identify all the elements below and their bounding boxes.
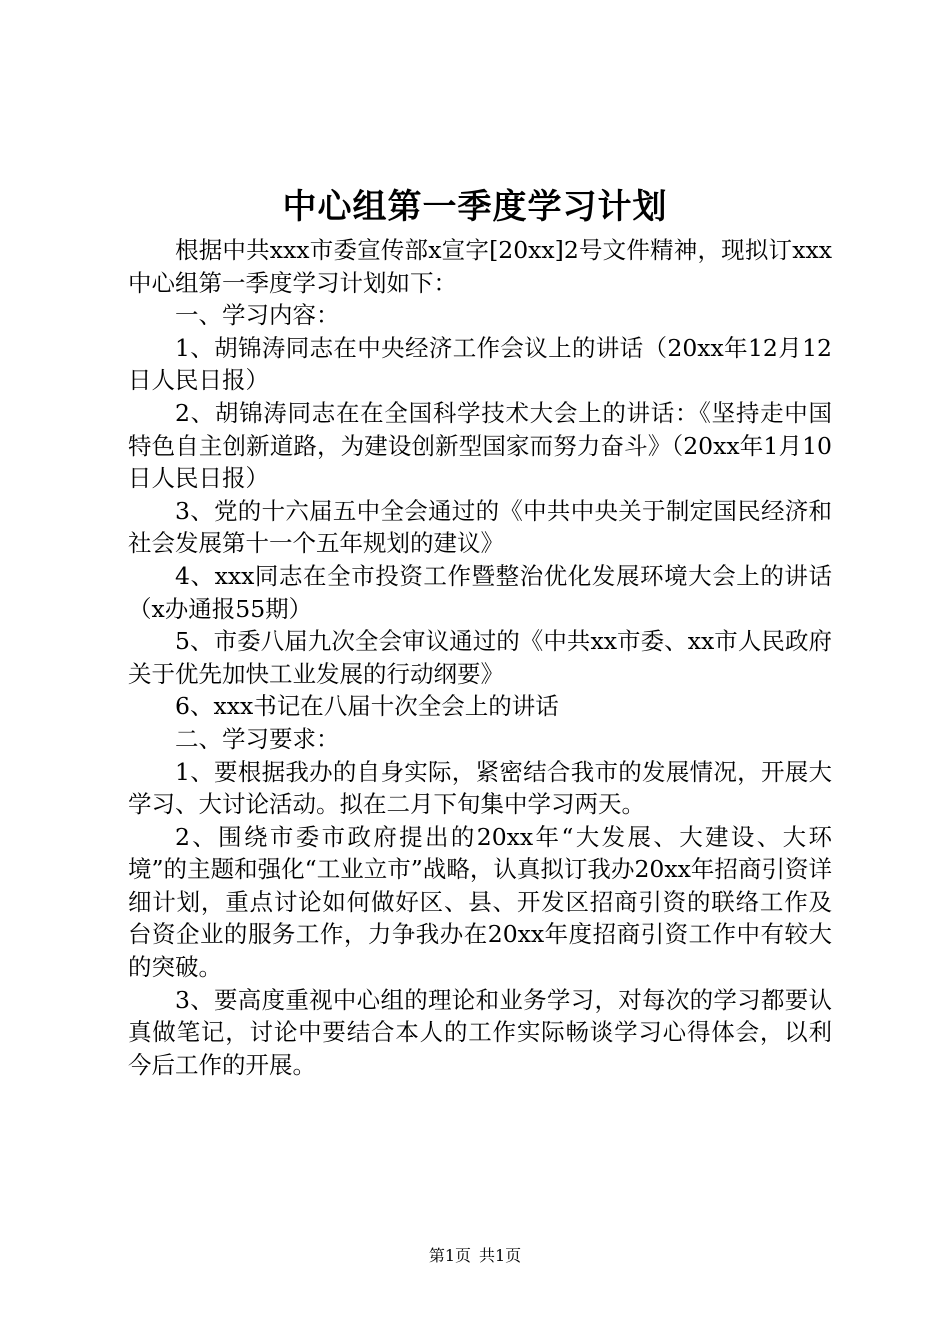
document-title: 中心组第一季度学习计划 [282,187,668,227]
document-body [128,234,832,1081]
page-count: 共1页 [479,1246,522,1265]
content-item-4: 4、xxx同志在全市投资工作暨整治优化发展环境大会上的讲话（x办通报55期） [128,561,832,623]
section-heading-requirements: 二、学习要求： [175,724,340,753]
content-item-5: 5、市委八届九次全会审议通过的《中共xx市委、xx市人民政府关于优先加快工业发展的行动纲要》 [128,627,832,688]
content-item-2: 2、胡锦涛同志在在全国科学技术大会上的讲话：《坚持走中国特色自主创新道路，为建设创新型国家而努力奋斗》（20xx年1月10日人民日报） [128,398,832,493]
requirement-item-3: 3、要高度重视中心组的理论和业务学习，对每次的学习都要认真做笔记，讨论中要结合本人的工作实际畅谈学习心得体会，以利今后工作的开展。 [128,985,832,1079]
page-footer [0,1244,950,1268]
content-item-3: 3、党的十六届五中全会通过的《中共中央关于制定国民经济和社会发展第十一个五年规划的建议》 [128,496,832,558]
page-number: 第1页 [428,1246,471,1265]
requirement-item-1: 1、要根据我办的自身实际，紧密结合我市的发展情况，开展大学习、大讨论活动。拟在二月下旬集中学习两天。 [128,757,832,819]
section-heading-content: 一、学习内容： [175,301,340,330]
requirement-item-2: 2、围绕市委市政府提出的20xx年“大发展、大建设、大环境”的主题和强化“工业立市”战略，认真拟订我办20xx年招商引资详细计划，重点讨论如何做好区、县、开发区招商引资的联络工作及台资企业的服务工作，力争我办在20xx年度招商引资工作中有较大的突破。 [128,822,832,982]
paragraph-intro: 根据中共xxx市委宣传部x宣字[20xx]2号文件精神，现拟订xxx中心组第一季度学习计划如下： [128,236,832,297]
content-item-1: 1、胡锦涛同志在中央经济工作会议上的讲话（20xx年12月12日人民日报） [128,333,832,395]
content-item-6: 6、xxx书记在八届十次全会上的讲话 [175,692,559,721]
